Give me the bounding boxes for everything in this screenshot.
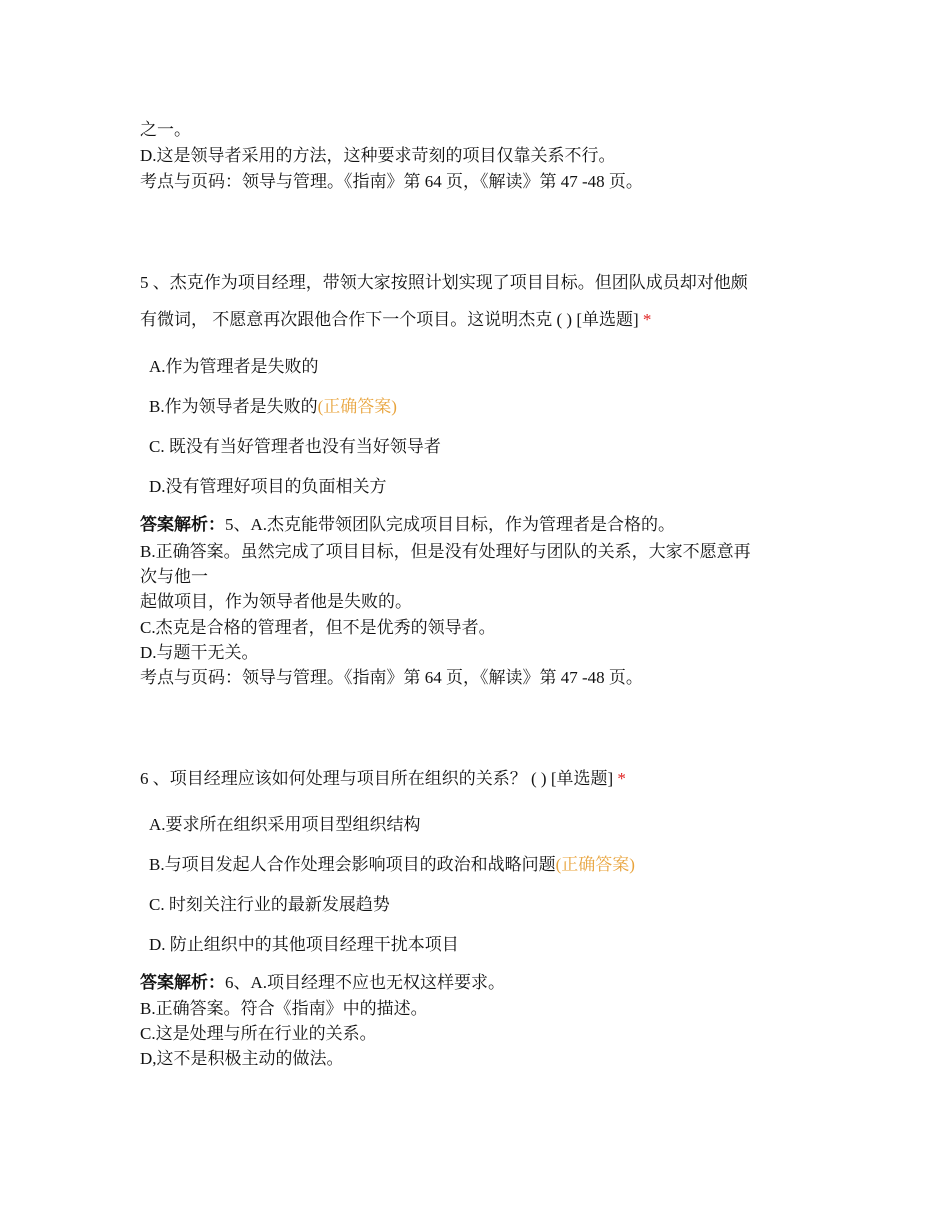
- correct-answer-tag: (正确答案): [555, 855, 635, 874]
- q5-option-a: [149, 355, 319, 379]
- option-text: B.作为领导者是失败的: [149, 397, 318, 416]
- prev-text-line: D.这是领导者采用的方法，这种要求苛刻的项目仅靠关系不行。: [140, 146, 616, 165]
- option-text: D. 防止组织中的其他项目经理干扰本项目: [149, 935, 459, 954]
- q6-analysis-line: D,这不是积极主动的做法。: [140, 1049, 344, 1068]
- q6-title-line1: [140, 766, 830, 792]
- analysis-text: 5、A.杰克能带领团队完成项目目标，作为管理者是合格的。: [225, 515, 676, 534]
- analysis-label: 答案解析：: [140, 973, 225, 992]
- analysis-text: 6、A.项目经理不应也无权这样要求。: [225, 973, 506, 992]
- q5-analysis-line: D.与题干无关。: [140, 643, 259, 662]
- q5-analysis-line: C.杰克是合格的管理者，但不是优秀的领导者。: [140, 618, 496, 637]
- q5-reference-line: 考点与页码：领导与管理。《指南》第 64 页，《解读》第 47 -48 页。: [140, 668, 643, 687]
- analysis-label: 答案解析：: [140, 515, 225, 534]
- q6-option-b: [149, 853, 635, 877]
- option-text: D.没有管理好项目的负面相关方: [149, 477, 387, 496]
- q5-title-line2: [140, 307, 830, 333]
- q6-title-text: 6 、项目经理应该如何处理与项目所在组织的关系？ ( ) [单选题]: [140, 769, 618, 788]
- prev-text-line: 之一。: [140, 120, 191, 139]
- q6-analysis-line: [140, 971, 830, 995]
- q6-option-a: [149, 813, 421, 837]
- option-text: A.要求所在组织采用项目型组织结构: [149, 815, 421, 834]
- option-text: A.作为管理者是失败的: [149, 357, 319, 376]
- required-mark: *: [617, 769, 626, 788]
- q5-title-line1: 5 、杰克作为项目经理，带领大家按照计划实现了项目目标。但团队成员却对他颇: [140, 273, 748, 292]
- q5-analysis-line: 起做项目，作为领导者他是失败的。: [140, 592, 412, 611]
- option-text: C. 时刻关注行业的最新发展趋势: [149, 895, 390, 914]
- q5-option-d: [149, 475, 387, 499]
- q5-option-b: [149, 395, 397, 419]
- q5-analysis-line: B.正确答案。虽然完成了项目目标，但是没有处理好与团队的关系，大家不愿意再: [140, 542, 751, 561]
- q5-analysis-line: 次与他一: [140, 567, 208, 586]
- q6-option-d: [149, 933, 459, 957]
- prev-reference-line: 考点与页码：领导与管理。《指南》第 64 页，《解读》第 47 -48 页。: [140, 172, 643, 191]
- required-mark: *: [642, 310, 652, 329]
- q6-analysis-line: B.正确答案。符合《指南》中的描述。: [140, 999, 428, 1018]
- q5-title-text: 有微词， 不愿意再次跟他合作下一个项目。这说明杰克 ( ) [单选题]: [140, 310, 643, 329]
- q6-analysis-line: C.这是处理与所在行业的关系。: [140, 1024, 377, 1043]
- option-text: B.与项目发起人合作处理会影响项目的政治和战略问题: [149, 855, 556, 874]
- option-text: C. 既没有当好管理者也没有当好领导者: [149, 437, 441, 456]
- correct-answer-tag: (正确答案): [317, 397, 397, 416]
- q5-analysis-line: [140, 513, 830, 537]
- q6-option-c: [149, 893, 390, 917]
- q5-option-c: [149, 435, 441, 459]
